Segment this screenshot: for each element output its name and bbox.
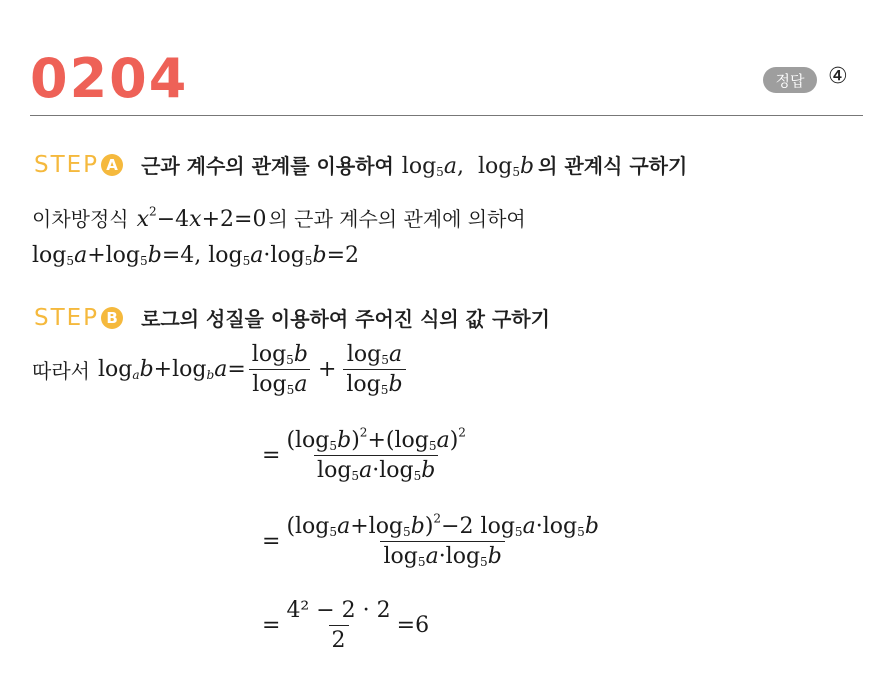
step-a-title-prefix: 근과 계수의 관계를 이용하여	[141, 154, 394, 178]
lead-text: 따라서	[32, 359, 90, 383]
step-a-title-math: $\log_5a$, $\log_5b$	[401, 154, 535, 180]
vieta-relations: $\log_5a+\log_5b=4$, $\log_5a\cdot\log_5b=2$	[32, 243, 360, 269]
final-numerator: 4² − 2 · 2	[286, 598, 391, 623]
fraction-3: $\frac{(\log_5b)^2+(\log_5a)^2}{\log_5a\cdot\log_5b}$	[286, 425, 466, 484]
step-b-title: 로그의 성질을 이용하여 주어진 식의 값 구하기	[141, 307, 550, 331]
answer-badge: 정답	[763, 67, 817, 93]
expression-lhs: $\log_ab+\log_ba=$	[97, 357, 246, 383]
step-a-badge: A	[101, 154, 123, 176]
equation-row-2: = $\frac{(\log_5b)^2+(\log_5a)^2}{\log_5a\cdot\log_5b}$	[262, 428, 472, 483]
quadratic-equation: $x^2-4x+2=0$	[136, 204, 267, 232]
step-a-title	[141, 150, 687, 179]
step-b-badge: B	[101, 307, 123, 329]
step-a-line-2	[32, 243, 359, 268]
step-b-label: STEP	[34, 304, 100, 331]
fraction-5	[283, 598, 393, 653]
problem-number: 0204	[30, 47, 189, 110]
equation-row-4: = $\frac{\text{4² − 2 · 2}}{2}$ = 6	[262, 598, 430, 653]
step-a-heading	[34, 150, 687, 179]
step-a-line-1-prefix: 이차방정식	[32, 207, 129, 231]
fraction-4: $\frac{(\log_5a+\log_5b)^2-2 \log_5a\cdot\log_5b}{\log_5a\cdot\log_5b}$	[286, 511, 599, 570]
final-denominator: 2	[329, 625, 349, 653]
step-b-heading	[34, 303, 550, 332]
answer-value: ④	[828, 64, 848, 89]
step-a-line-1	[32, 203, 526, 232]
step-a-title-suffix: 의 관계식 구하기	[538, 154, 688, 178]
fraction-2: $\frac{\log_5a}{\log_5b}$	[343, 342, 405, 397]
header-divider	[30, 115, 863, 116]
plus-sign: +	[317, 357, 337, 382]
equation-row-1	[32, 342, 409, 397]
fraction-1: $\frac{\log_5b}{\log_5a}$	[249, 342, 311, 397]
final-result: 6	[415, 613, 430, 638]
equation-row-3: = $\frac{(\log_5a+\log_5b)^2-2 \log_5a\cdot\log_5b}{\log_5a\cdot\log_5b}$	[262, 514, 605, 569]
step-a-line-1-suffix: 의 근과 계수의 관계에 의하여	[268, 207, 526, 231]
step-a-label: STEP	[34, 151, 100, 178]
